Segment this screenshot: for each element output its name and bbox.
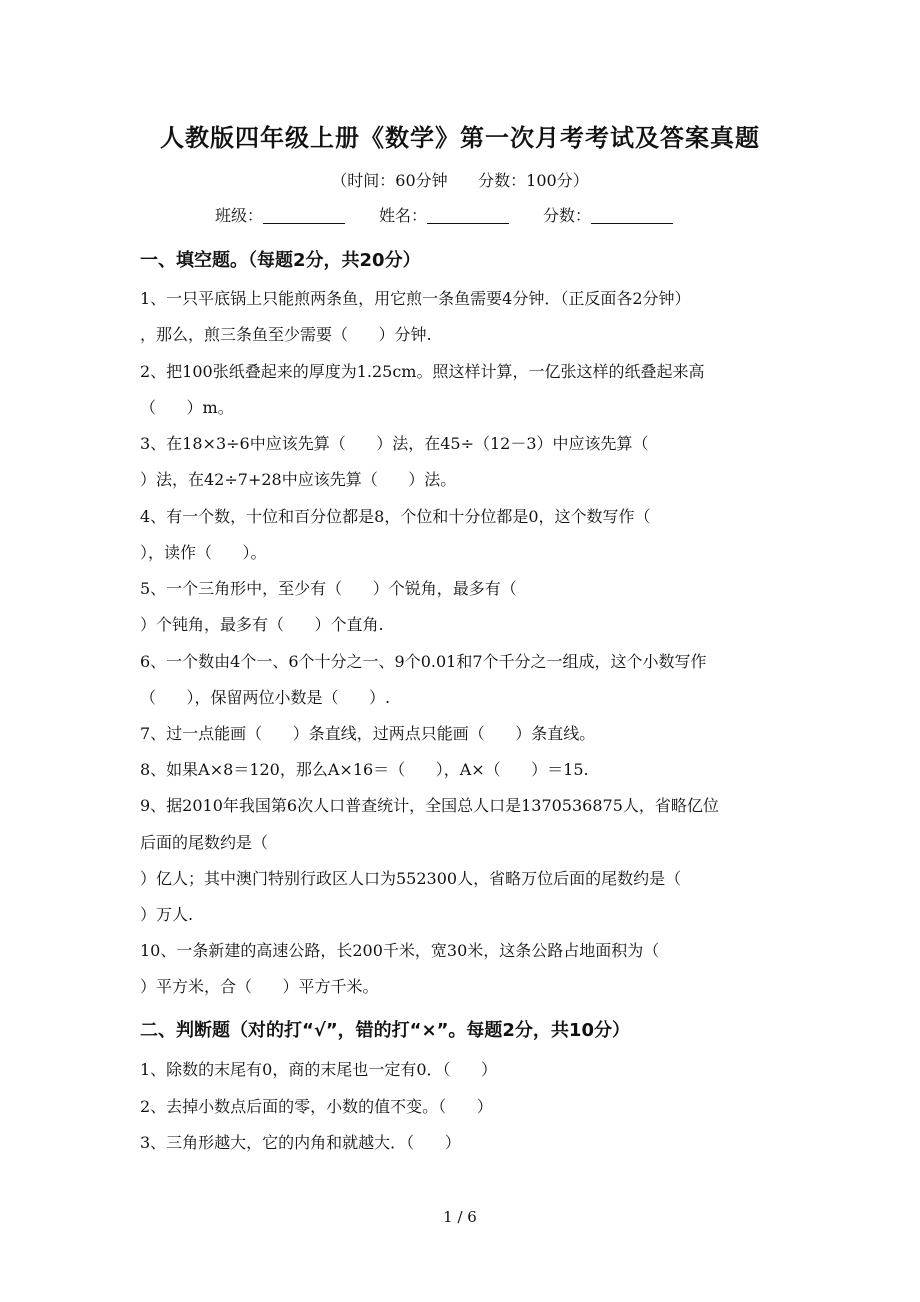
question-line: 1、除数的末尾有0，商的末尾也一定有0．（ ） [140,1060,498,1079]
exam-time-score: （时间：60分钟 分数：100分） [331,171,589,190]
question-line: ）亿人；其中澳门特别行政区人口为552300人，省略万位后面的尾数约是（ [140,869,682,888]
question-line: ）个钝角，最多有（ ）个直角. [140,615,384,634]
question-line: ）万人. [140,905,194,924]
class-blank [263,207,345,224]
question-line: 9、据2010年我国第6次人口普查统计，全国总人口是1370536875人，省略亿位 [140,796,719,815]
question-line: 3、三角形越大，它的内角和就越大．（ ） [140,1133,461,1152]
question-line: 2、把100张纸叠起来的厚度为1.25cm。照这样计算，一亿张这样的纸叠起来高 [140,362,705,381]
question-line: 6、一个数由4个一、6个十分之一、9个0.01和7个千分之一组成，这个小数写作 [140,652,707,671]
score-label: 分数： [543,206,592,225]
question-line: 5、一个三角形中，至少有（ ）个锐角，最多有（ [140,579,517,598]
question-line: ），读作（ ）。 [140,543,267,562]
question-line: （ ），保留两位小数是（ ）. [140,688,391,707]
question-line: 3、在18×3÷6中应该先算（ ）法，在45÷（12－3）中应该先算（ [140,434,649,453]
name-label: 姓名： [379,206,428,225]
question-line: 8、如果A×8＝120，那么A×16＝（ ），A×（ ）＝15. [140,760,589,779]
section-heading-true-false: 二、判断题（对的打“√”，错的打“×”。每题2分，共10分） [140,1020,630,1041]
question-line: 后面的尾数约是（ [140,833,269,852]
question-line: 2、去掉小数点后面的零，小数的值不变。（ ） [140,1097,493,1116]
page-number: 1 / 6 [443,1208,477,1226]
question-line: 7、过一点能画（ ）条直线，过两点只能画（ ）条直线。 [140,724,596,743]
student-info-row [215,203,673,226]
document-title: 人教版四年级上册《数学》第一次月考考试及答案真题 [160,124,760,152]
question-line: 1、一只平底锅上只能煎两条鱼，用它煎一条鱼需要4分钟．（正反面各2分钟） [140,289,691,308]
section-heading-fill-blank: 一、填空题。（每题2分，共20分） [140,250,421,271]
question-line: ，那么，煎三条鱼至少需要（ ）分钟. [140,325,432,344]
name-blank [427,207,509,224]
question-line: ）法，在42÷7+28中应该先算（ ）法。 [140,470,457,489]
question-line: ）平方米，合（ ）平方千米。 [140,977,379,996]
class-label: 班级： [215,206,264,225]
question-line: 10、一条新建的高速公路，长200千米，宽30米，这条公路占地面积为（ [140,941,660,960]
score-blank [591,207,673,224]
question-line: （ ）m。 [140,398,234,417]
question-line: 4、有一个数，十位和百分位都是8，个位和十分位都是0，这个数写作（ [140,507,651,526]
